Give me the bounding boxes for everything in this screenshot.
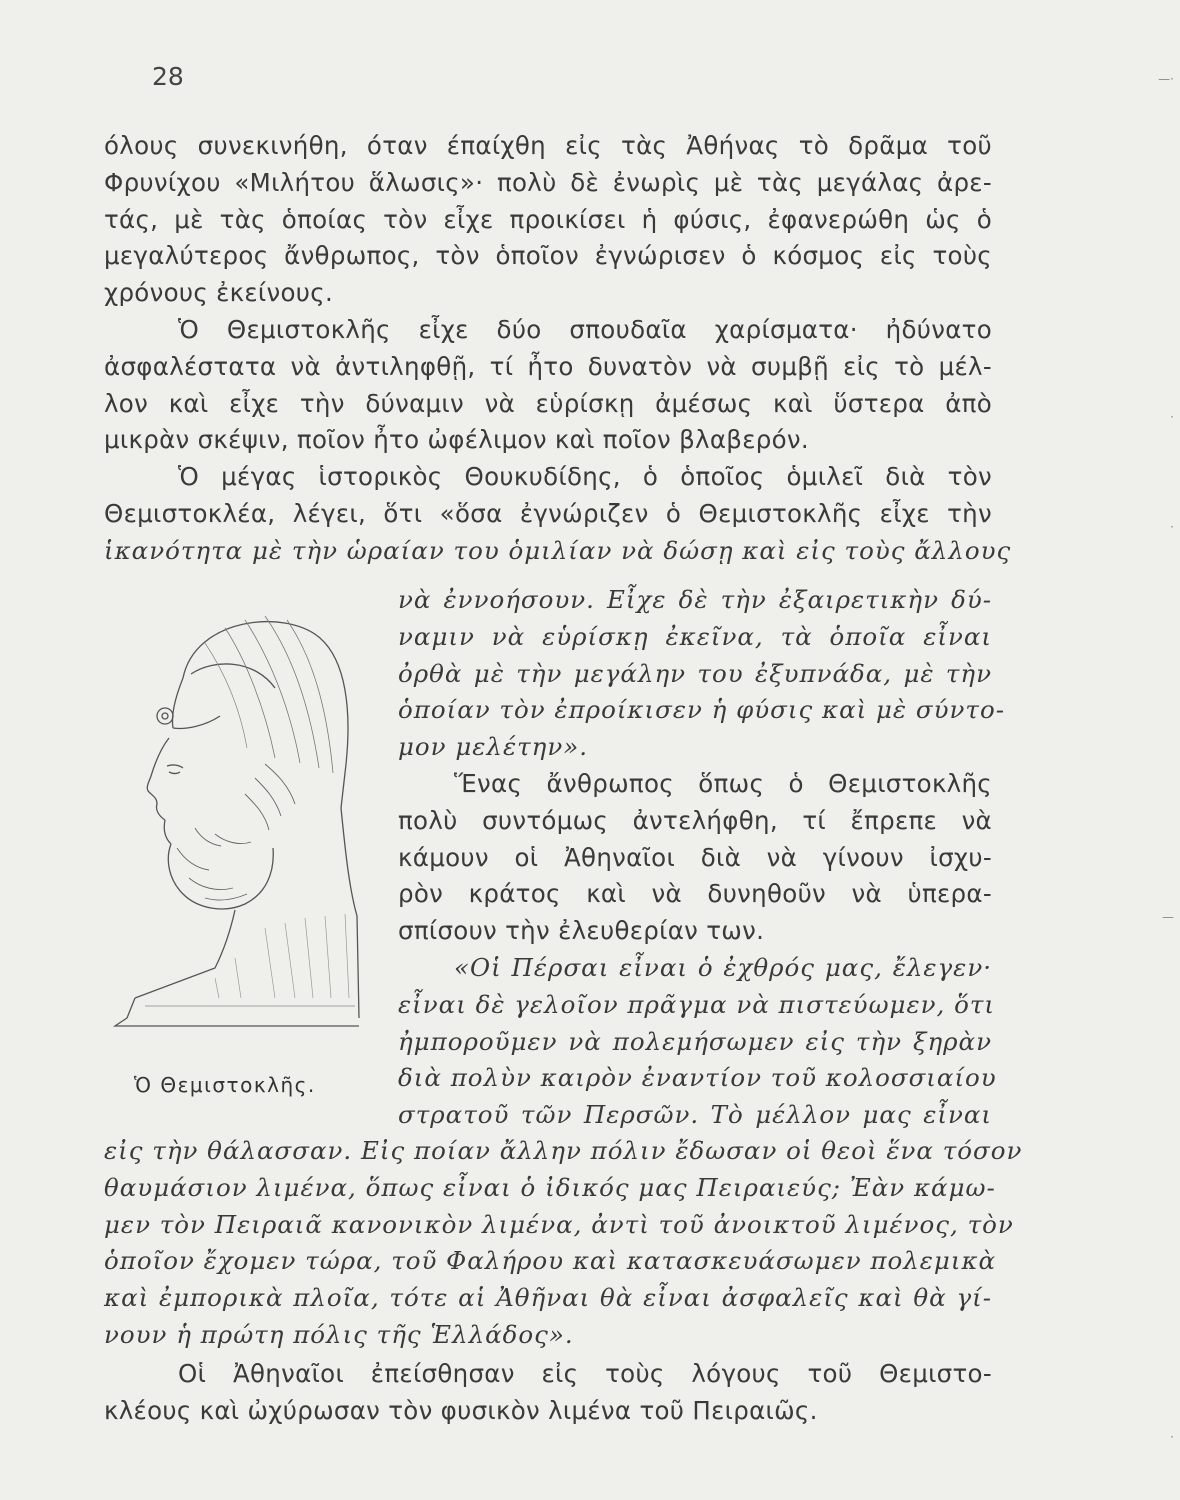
- figure-caption: Ὁ Θεμιστοκλῆς.: [134, 1073, 316, 1097]
- text-line: Ἕνας ἄνθρωπος ὅπως ὁ Θεμιστοκλῆς: [454, 768, 992, 798]
- text-line: όλους συνεκινήθη, όταν έπαίχθη εἰς τὰς Ἀθήνας τὸ δρᾶμα τοῦ: [104, 131, 992, 160]
- text-final: [104, 1356, 992, 1430]
- text-line: Οἱ Ἀθηναῖοι ἐπείσθησαν εἰς τοὺς λόγους τοῦ Θεμιστο-: [178, 1359, 992, 1388]
- text-line: «Οἱ Πέρσαι εἶναι ὁ ἐχθρός μας, ἔλεγεν·: [454, 952, 992, 982]
- text-line: ἱκανότητα μὲ τὴν ὡραίαν του ὁμιλίαν νὰ δώσῃ καὶ εἰς τοὺς ἄλλους: [104, 535, 1012, 565]
- text-line: μεν τὸν Πειραιᾶ κανονικὸν λιμένα, ἀντὶ τοῦ ἀνοικτοῦ λιμένος, τὸν: [104, 1209, 1014, 1239]
- text-line: κάμουν οἱ Ἀθηναῖοι διὰ νὰ γίνουν ἰσχυ-: [398, 842, 992, 872]
- text-line: μεγαλύτερος ἄνθρωπος, τὸν ὁποῖον ἐγνώρισεν ὁ κόσμος εἰς τοὺς: [104, 241, 992, 271]
- text-wrap: [398, 582, 1005, 1134]
- text-line: εἶναι δὲ γελοῖον πρᾶγμα νὰ πιστεύωμεν, ὅτι: [398, 989, 996, 1019]
- text-line: στρατοῦ τῶν Περσῶν. Τὸ μέλλον μας εἶναι: [398, 1100, 992, 1130]
- text-line: Φρυνίχου «Μιλήτου ἅλωσις»· πολὺ δὲ ἐνωρὶς μὲ τὰς μεγάλας ἀρε-: [104, 167, 992, 197]
- margin-marks: —· · · — ·: [1158, 72, 1174, 1444]
- text-line: ρὸν κράτος καὶ νὰ δυνηθοῦν νὰ ὑπερα-: [398, 879, 992, 909]
- text-line: τάς, μὲ τὰς ὁποίας τὸν εἶχε προικίσει ἡ φύσις, ἐφανερώθη ὡς ὁ: [104, 204, 992, 234]
- text-bottom: [104, 1133, 1023, 1354]
- text-line: διὰ πολὺν καιρὸν ἐναντίον τοῦ κολοσσιαίου: [398, 1063, 997, 1093]
- text-line: νουν ἡ πρώτη πόλις τῆς Ἑλλάδος».: [104, 1319, 574, 1349]
- text-line: μον μελέτην».: [398, 732, 589, 762]
- text-line: θαυμάσιον λιμένα, ὅπως εἶναι ὁ ἰδικός μας Πειραιεύς; Ἐὰν κάμω-: [104, 1172, 996, 1202]
- text-line: Ὁ μέγας ἱστορικὸς Θουκυδίδης, ὁ ὁποῖος ὁμιλεῖ διὰ τὸν: [178, 462, 992, 492]
- text-line: μικρὰν σκέψιν, ποῖον ἦτο ὠφέλιμον καὶ ποῖον βλαβερόν.: [104, 425, 809, 455]
- text-line: εἰς τὴν θάλασσαν. Εἰς ποίαν ἄλλην πόλιν ἔδωσαν οἱ θεοὶ ἕνα τόσον: [104, 1136, 1023, 1165]
- themistocles-portrait: [105, 598, 367, 1038]
- text-line: Θεμιστοκλέα, λέγει, ὅτι «ὅσα ἐγνώριζεν ὁ Θεμιστοκλῆς εἶχε τὴν: [104, 498, 992, 528]
- text-line: ἠμποροῦμεν νὰ πολεμήσωμεν εἰς τὴν ξηρὰν: [398, 1026, 992, 1056]
- text-line: κλέους καὶ ὠχύρωσαν τὸν φυσικὸν λιμένα τοῦ Πειραιῶς.: [104, 1395, 818, 1425]
- text-line: ὁποίαν τὸν ἐπροίκισεν ἡ φύσις καὶ μὲ σύντο-: [398, 695, 1005, 725]
- page-number: 28: [152, 62, 184, 91]
- text-line: πολὺ συντόμως ἀντελήφθη, τί ἔπρεπε νὰ: [398, 805, 992, 835]
- text-line: ὀρθὰ μὲ τὴν μεγάλην του ἐξυπνάδα, μὲ τὴν: [398, 658, 992, 688]
- text-line: ναμιν νὰ εὑρίσκῃ ἐκεῖνα, τὰ ὁποῖα εἶναι: [398, 621, 992, 651]
- text-line: νὰ ἐννοήσουν. Εἶχε δὲ τὴν ἐξαιρετικὴν δύ-: [398, 585, 992, 614]
- text-line: καὶ ἐμπορικὰ πλοῖα, τότε αἱ Ἀθῆναι θὰ εἶναι ἀσφαλεῖς καὶ θὰ γί-: [104, 1283, 992, 1313]
- text-line: λον καὶ εἶχε τὴν δύναμιν νὰ εὑρίσκῃ ἀμέσως καὶ ὕστερα ἀπὸ: [104, 388, 992, 418]
- text-line: ἀσφαλέστατα νὰ ἀντιληφθῇ, τί ἦτο δυνατὸν νὰ συμβῇ εἰς τὸ μέλ-: [104, 351, 992, 381]
- text-line: ὁποῖον ἔχομεν τώρα, τοῦ Φαλήρου καὶ κατασκευάσωμεν πολεμικὰ: [104, 1246, 997, 1276]
- text-line: χρόνους ἐκείνους.: [104, 278, 334, 308]
- text-top: [104, 128, 1012, 570]
- text-line: Ὁ Θεμιστοκλῆς εἶχε δύο σπουδαῖα χαρίσματα· ἠδύνατο: [178, 314, 992, 344]
- text-line: σπίσουν τὴν ἐλευθερίαν των.: [398, 916, 765, 946]
